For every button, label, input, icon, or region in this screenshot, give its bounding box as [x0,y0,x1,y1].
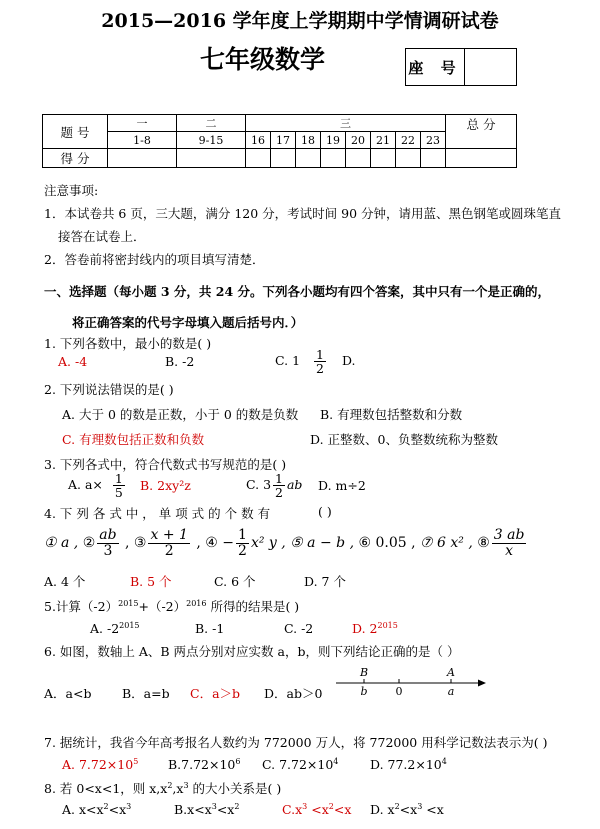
q4-expressions: ① a , ② $\frac{ab}{3}$ , ③ $\frac{x + 1}{2}$ , ④ − $\frac{1}{2}$ x² y , ⑤ a − b , ⑥ 0.05 , ⑦ 6 x² , ⑧ $\frac{3 ab}{x}$ [44,527,525,559]
q5-stem: 5.计算$(-2)^{2015}+(-2)^{2016}$ 所得的结果是( ) [44,599,300,614]
q5-option-a: A. $-2^{2015}$ [90,621,140,636]
seat-number-box [405,48,517,86]
score-cell[interactable] [421,149,446,168]
q4-stem: 4. 下 列 各 式 中 ， 单 项 式 的 个 数 有 [44,506,271,521]
arrow-right-icon [478,680,486,687]
q4-expr-8: $\frac{3 ab}{x}$ [493,527,525,559]
page-title: 2015—2016 学年度上学期期中学情调研试卷 [101,10,499,32]
q4-paren: ( ) [318,504,332,519]
qnum-17: 17 [271,132,296,149]
score-cell[interactable] [296,149,321,168]
q8-option-a: A. $x<x^2<x^3$ [62,802,132,817]
score-cell[interactable] [396,149,421,168]
number-line-figure [330,664,490,698]
notes-heading: 注意事项: [44,183,99,198]
q7-stem: 7. 据统计，我省今年高考报名人数约为 772000 万人，将 772000 用科学记数法表示为( ) [44,735,548,750]
q4-expr-1: ① a , [44,535,79,552]
qnum-16: 16 [246,132,271,149]
score-table [42,114,517,168]
note-1: 1．本试卷共 6 页，三大题，满分 120 分，考试时间 90 分钟，请用蓝、黑色钢笔或圆珠笔直 [44,206,562,221]
q7-option-c: C. $7.72\times 10^4$ [262,757,339,772]
qnum-21: 21 [371,132,396,149]
q2-option-c: C. 有理数包括正数和负数 [62,432,205,447]
q8-stem: 8. 若 0<x<1，则 $x,x^2,x^3$ 的大小关系是( ) [44,781,282,796]
score-cell[interactable] [177,149,246,168]
q4-option-b: B. 5 个 [130,574,172,589]
qnum-18: 18 [296,132,321,149]
origin-label: 0 [395,685,403,698]
score-cell[interactable] [371,149,396,168]
q3-option-b: B. 2xy²z [140,478,191,493]
q1-option-a: A. -4 [58,354,88,369]
q7-option-a: A. $7.72\times 10^5$ [62,757,139,772]
q4-option-a: A. 4 个 [44,574,86,589]
q2-stem: 2. 下列说法错误的是( ) [44,382,174,397]
seat-label: 座 号 [406,49,465,85]
q4-option-d: D. 7 个 [304,574,346,589]
q3-option-c: C. 3 $\frac{1}{2}$ ab [246,471,303,501]
seat-number-field[interactable] [465,49,516,85]
q1-option-c: C. 1 $\frac{1}{2}$ D. [275,347,356,377]
q7-option-b: $B.7.72\times 10^6$ [168,757,241,772]
q5-option-c: C. -2 [284,621,314,636]
q2-option-d: D. 正整数、0、负整数统称为整数 [310,432,498,447]
note-2: 2．答卷前将密封线内的项目填写清楚． [44,252,265,267]
q4-expr-4: $\frac{1}{2}$ [238,527,247,559]
q8-option-d: D. $x^2<x^3 <x$ [370,802,444,817]
qnum-20: 20 [346,132,371,149]
section-one-heading-cont: 将正确答案的代号字母填入题后括号内．） [72,315,304,330]
q3-option-d: D. m÷2 [318,478,366,493]
point-b-value: b [360,685,368,698]
question-number-label: 题 号 [43,115,108,149]
q2-option-b: B. 有理数包括整数和分数 [320,407,463,422]
q6-option-b: B．a=b [122,686,170,701]
score-cell[interactable] [346,149,371,168]
q6-option-a: A．a<b [44,686,92,701]
q5-option-d: D. $2^{2015}$ [352,621,398,636]
q8-option-c: $C.x^3 <x^2<x$ [282,802,352,817]
q2-option-a: A. 大于 0 的数是正数，小于 0 的数是负数 [62,407,299,422]
total-score-label: 总 分 [446,115,517,149]
q3-stem: 3. 下列各式中，符合代数式书写规范的是( ) [44,457,287,472]
q6-stem: 6. 如图，数轴上 A、B 两点分别对应实数 a，b，则下列结论正确的是（ ） [44,644,460,659]
qnum-22: 22 [396,132,421,149]
q1-option-b: B. -2 [165,354,195,369]
qnum-23: 23 [421,132,446,149]
score-cell[interactable] [321,149,346,168]
subject-title: 七年级数学 [200,45,326,74]
qnum-19: 19 [321,132,346,149]
q8-option-b: $B.x<x^3<x^2$ [174,802,240,817]
q4-expr-5: ⑤ a − b , [290,535,355,552]
q4-expr-2: $\frac{ab}{3}$ [99,527,117,559]
q4-expr-6: ⑥ 0.05 , [358,535,416,552]
q4-expr-7: ⑦ 6 x² , [420,535,473,552]
q1-stem: 1. 下列各数中，最小的数是( ) [44,336,212,351]
q5-option-b: B. -1 [195,621,225,636]
range-1-8: 1-8 [108,132,177,149]
q6-option-d: D．ab＞0 [264,686,323,701]
point-b-label: B [359,666,369,679]
score-cell[interactable] [271,149,296,168]
q7-option-d: D. $77.2\times 10^4$ [370,757,447,772]
score-cell[interactable] [108,149,177,168]
range-9-15: 9-15 [177,132,246,149]
section-two: 二 [177,115,246,132]
score-cell[interactable] [246,149,271,168]
q6-option-c: C．a＞b [190,686,241,701]
q4-option-c: C. 6 个 [214,574,256,589]
section-one: 一 [108,115,177,132]
q3-option-a: A. a× $\frac{1}{5}$ [68,471,123,501]
point-a-label: A [447,666,455,679]
score-row-label: 得 分 [43,149,108,168]
point-a-value: a [447,685,455,698]
q4-expr-3: $\frac{x + 1}{2}$ [150,527,188,559]
score-cell[interactable] [446,149,517,168]
section-three: 三 [246,115,446,132]
note-1-cont: 接答在试卷上． [58,229,146,244]
section-one-heading: 一、选择题（每小题 3 分，共 24 分。下列各小题均有四个答案，其中只有一个是正确的， [44,284,551,299]
